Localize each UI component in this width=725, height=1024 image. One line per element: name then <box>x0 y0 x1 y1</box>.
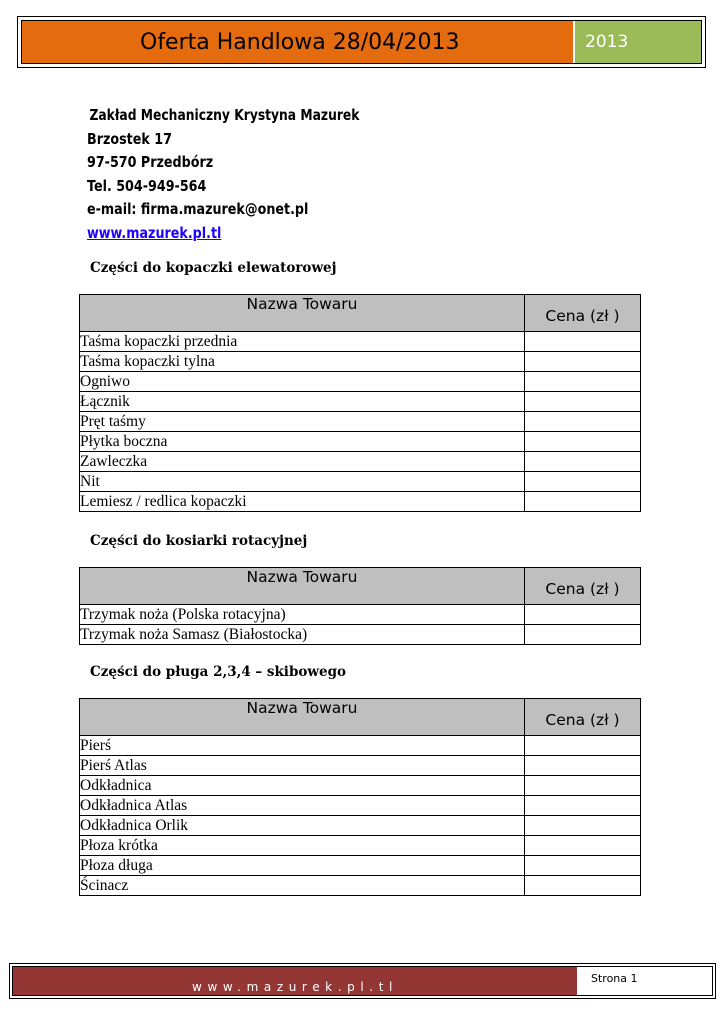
item-price <box>525 472 641 492</box>
table-row <box>80 352 641 372</box>
company-email: e-mail: firma.mazurek@onet.pl <box>87 200 309 218</box>
item-name: Trzymak noża Samasz (Białostocka) <box>80 625 525 645</box>
table-row <box>80 492 641 512</box>
table-row <box>80 796 641 816</box>
price-table-kopaczka <box>79 294 641 512</box>
page-header-inner <box>21 20 702 64</box>
item-name: Trzymak noża (Polska rotacyjna) <box>80 605 525 625</box>
section-title-kosiarka: Części do kosiarki rotacyjnej <box>90 533 308 549</box>
item-name: Ścinacz <box>80 876 525 896</box>
table-header-row <box>80 699 641 736</box>
item-price <box>525 836 641 856</box>
table-row <box>80 816 641 836</box>
page-footer <box>9 963 716 999</box>
section-title-kopaczka: Części do kopaczki elewatorowej <box>90 260 337 276</box>
table-row <box>80 432 641 452</box>
item-price <box>525 625 641 645</box>
company-info <box>87 104 359 245</box>
item-name: Ogniwo <box>80 372 525 392</box>
item-price <box>525 452 641 472</box>
item-price <box>525 776 641 796</box>
column-header-name: Nazwa Towaru <box>80 295 525 332</box>
item-price <box>525 492 641 512</box>
item-price <box>525 332 641 352</box>
item-price <box>525 756 641 776</box>
item-price <box>525 856 641 876</box>
column-header-price-label: Cena (zł ) <box>545 580 620 598</box>
table-row <box>80 736 641 756</box>
item-price <box>525 876 641 896</box>
item-name: Płoza długa <box>80 856 525 876</box>
company-name: Zakład Mechaniczny Krystyna Mazurek <box>89 106 360 124</box>
section-title-plug: Części do pługa 2,3,4 – skibowego <box>90 664 347 680</box>
item-name: Taśma kopaczki przednia <box>80 332 525 352</box>
footer-page-number: Strona 1 <box>579 967 712 995</box>
table-row <box>80 452 641 472</box>
document-title: Oferta Handlowa 28/04/2013 <box>22 21 575 63</box>
company-city: 97-570 Przedbórz <box>87 153 214 171</box>
item-name: Odkładnica Orlik <box>80 816 525 836</box>
table-row <box>80 605 641 625</box>
table-row <box>80 876 641 896</box>
page-header <box>17 16 706 68</box>
item-name: Pierś Atlas <box>80 756 525 776</box>
item-price <box>525 392 641 412</box>
company-street: Brzostek 17 <box>87 129 172 148</box>
item-price <box>525 796 641 816</box>
table-row <box>80 392 641 412</box>
item-name: Łącznik <box>80 392 525 412</box>
item-name: Płoza krótka <box>80 836 525 856</box>
column-header-price-label: Cena (zł ) <box>545 307 620 325</box>
company-website-link[interactable]: www.mazurek.pl.tl <box>87 223 222 242</box>
price-table-plug <box>79 698 641 896</box>
footer-url: www.mazurek.pl.tl <box>13 967 579 995</box>
item-name: Odkładnica Atlas <box>80 796 525 816</box>
item-name: Nit <box>80 472 525 492</box>
column-header-price <box>525 295 641 332</box>
price-table-kosiarka <box>79 567 641 645</box>
item-price <box>525 816 641 836</box>
item-price <box>525 736 641 756</box>
table-row <box>80 625 641 645</box>
table-row <box>80 756 641 776</box>
item-name: Odkładnica <box>80 776 525 796</box>
table-row <box>80 856 641 876</box>
item-price <box>525 605 641 625</box>
item-price <box>525 412 641 432</box>
item-name: Pręt taśmy <box>80 412 525 432</box>
column-header-name: Nazwa Towaru <box>80 568 525 605</box>
item-name: Zawleczka <box>80 452 525 472</box>
table-row <box>80 332 641 352</box>
column-header-price <box>525 699 641 736</box>
table-row <box>80 372 641 392</box>
item-price <box>525 432 641 452</box>
column-header-price <box>525 568 641 605</box>
item-name: Płytka boczna <box>80 432 525 452</box>
column-header-price-label: Cena (zł ) <box>545 711 620 729</box>
item-name: Taśma kopaczki tylna <box>80 352 525 372</box>
table-header-row <box>80 568 641 605</box>
item-name: Lemiesz / redlica kopaczki <box>80 492 525 512</box>
table-row <box>80 776 641 796</box>
item-price <box>525 372 641 392</box>
header-year: 2013 <box>575 21 701 63</box>
table-row <box>80 472 641 492</box>
item-price <box>525 352 641 372</box>
table-row <box>80 412 641 432</box>
table-row <box>80 836 641 856</box>
page-footer-inner <box>12 966 713 996</box>
table-header-row <box>80 295 641 332</box>
item-name: Pierś <box>80 736 525 756</box>
company-phone: Tel. 504-949-564 <box>87 176 207 195</box>
column-header-name: Nazwa Towaru <box>80 699 525 736</box>
